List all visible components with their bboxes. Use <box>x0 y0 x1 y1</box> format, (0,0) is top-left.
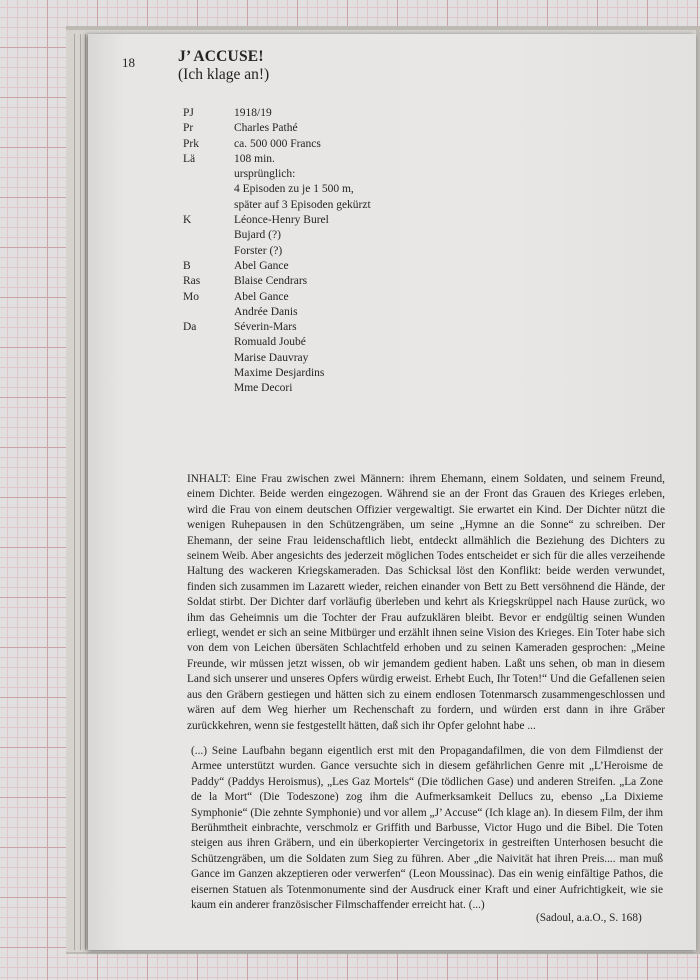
credit-row <box>183 106 371 121</box>
credit-value: Charles Pathé <box>234 122 298 135</box>
credit-values <box>234 259 289 274</box>
credit-value: Marise Dauvray <box>234 351 309 364</box>
credit-key: Lä <box>183 152 196 165</box>
credit-values <box>234 274 307 289</box>
page-edge-line <box>74 34 75 950</box>
credit-row <box>183 213 371 259</box>
credit-row <box>183 121 371 136</box>
credit-value: 1918/19 <box>234 107 272 119</box>
credit-value: ursprünglich: <box>234 168 296 181</box>
credit-values <box>234 213 329 259</box>
page-title: J’ ACCUSE! <box>178 48 264 65</box>
credit-values <box>234 320 324 396</box>
credit-row <box>183 259 371 274</box>
credit-value: Mme Decori <box>234 382 293 395</box>
credit-value: Forster (?) <box>234 244 283 257</box>
source-citation: (Sadoul, a.a.O., S. 168) <box>536 912 642 924</box>
credit-row <box>183 290 371 321</box>
credit-values <box>234 290 298 321</box>
credit-value: Romuald Joubé <box>234 336 306 349</box>
page-edge-line <box>80 34 81 950</box>
credit-value: 108 min. <box>234 152 275 165</box>
page-edge-line <box>85 34 86 950</box>
credit-key: Pr <box>183 122 194 135</box>
credit-key: K <box>183 214 192 227</box>
credit-values <box>234 121 298 136</box>
credit-values <box>234 106 272 121</box>
credit-key: Da <box>183 321 197 334</box>
plot-summary: INHALT: Eine Frau zwischen zwei Männern: ihrem Ehemann, einem Soldaten, und seinem Freund, einem Dichter. Beide werden eingezogen. Während sie an der Front das Grauen des Krieges erleben, wird die Frau von einem deutschen Offizier vergewaltigt. Sie erwartet ein Kind. Der Dichter nützt die wenigen Ruhepausen in den Schützengräben, um seine „Hymne an die Sonne“ zu schreiben. Der Ehemann, der seine Frau leidenschaftlich liebt, entdeckt allmählich die Beziehung des Dichters zu seinem Weib. Aber angesichts des jederzeit möglichen Todes entscheidet er sich für die alles verzeihende Haltung des wackeren Kriegskameraden. Das Schicksal löst den Konflikt: beide werden verwundet, finden sich zusammen im Lazarett wieder, reichen einander von Bett zu Bett versöhnend die Hände, der Soldat stirbt. Der Dichter darf vorläufig überleben und kehrt als Kriegskrüppel nach Hause zurück, wo ihm das Geheimnis um die Tochter der Frau aufzuklären bleibt. Bevor er endgültig seinen Wunden erliegt, wendet er sich an seine Mitbürger und erzählt ihnen seine Vision des Krieges. Ein Toter habe sich von dem von Leichen übersäten Schlachtfeld erhoben und zu seinen Kameraden gesprochen: „Meine Freunde, wir müssen jetzt wissen, ob wir jemandem gedient haben. Laßt uns sehen, ob man in diesem Land sich unserer und unseres Opfers würdig erweist. Erhebt Euch, Ihr Toten!“ Und die Gefallenen seien aus den Gräbern gestiegen und hätten sich zu einem endlosen Totenmarsch zusammengeschlossen und wären auf dem Weg hierher um Rechenschaft zu fordern, und würden erst dann in ihre Gräber zurückkehren, wenn sie festgestellt hätten, daß sich ihr Opfer gelohnt habe ... <box>187 473 665 732</box>
credit-row <box>183 152 371 213</box>
credit-value: ca. 500 000 Francs <box>234 137 321 150</box>
credit-value: Blaise Cendrars <box>234 275 308 288</box>
credit-value: Léonce-Henry Burel <box>234 214 329 227</box>
credit-key: PJ <box>183 107 194 119</box>
credit-key: B <box>183 259 191 272</box>
credit-value: 4 Episoden zu je 1 500 m, <box>234 183 354 196</box>
credit-key: Mo <box>183 290 199 303</box>
credit-values <box>234 152 371 213</box>
credit-value: Bujard (?) <box>234 229 281 242</box>
page-number: 18 <box>122 55 135 70</box>
credit-key: Ras <box>183 275 201 288</box>
credit-values <box>234 137 321 152</box>
review-quote: (...) Seine Laufbahn begann eigentlich erst mit den Propagandafilmen, die von dem Filmdienst der Armee unterstützt wurden. Gance versuchte sich in diesem gefährlichen Genre mit „L’Heroisme de Paddy“ (Paddys Heroismus), „Les Gaz Mortels“ (Die tödlichen Gase) und anderen Streifen. „La Zone de la Mort“ (Die Todeszone) zog ihm die Aufmerksamkeit Dellucs zu, ebenso „La Dixieme Symphonie“ (Die zehnte Symphonie) und vor allem „J’ Accuse“ (Ich klage an). In diesem Film, der ihm Berühmtheit einbrachte, verschmolz er Griffith und Barbusse, Victor Hugo und die Bibel. Die Toten steigen aus ihren Gräbern, und ein überkopierter Vercingetorix in gestreiften Unterhosen besucht die Schützengräben, um die Soldaten zum Sieg zu führen. Aber „die Naivität hat ihren Preis.... man muß Gance im Ganzen akzeptieren oder verwerfen“ (Leon Moussinac). Das ein wenig einfältige Pathos, die eisernen Statuen als Totenmonumente sind der Ausdruck einer Kraft und einer Aufrichtigkeit, wie sie kaum ein anderer französischer Filmschaffender erreicht hat. (...) <box>191 745 663 912</box>
credit-row <box>183 274 371 289</box>
credit-value: Andrée Danis <box>234 305 298 318</box>
credit-row <box>183 320 371 396</box>
credit-value: Séverin-Mars <box>234 321 297 334</box>
credit-value: Abel Gance <box>234 259 289 272</box>
credits-list <box>183 106 371 397</box>
credit-value: Maxime Desjardins <box>234 367 325 380</box>
credit-value: Abel Gance <box>234 290 289 303</box>
credit-key: Prk <box>183 137 199 150</box>
page-subtitle: (Ich klage an!) <box>178 66 270 83</box>
credit-row <box>183 137 371 152</box>
credit-value: später auf 3 Episoden gekürzt <box>234 198 371 211</box>
